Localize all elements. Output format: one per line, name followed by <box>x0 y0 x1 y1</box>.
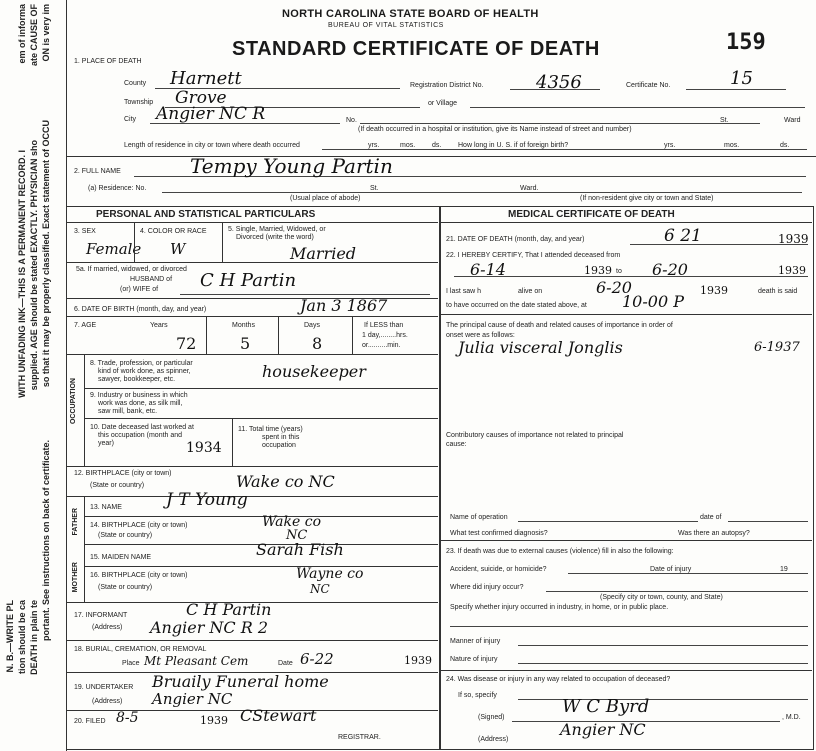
test-confirmed-label: What test confirmed diagnosis? <box>450 530 548 537</box>
occ10-label-3: year) <box>98 440 114 447</box>
no-label: No. <box>346 117 357 124</box>
med-op-rule <box>440 540 812 541</box>
burial-date-label: Date <box>278 660 293 667</box>
nature-injury-label: Nature of injury <box>450 656 498 663</box>
us-ds: ds. <box>780 142 790 149</box>
burial-place-value: Mt Pleasant Cem <box>144 654 249 668</box>
residence-label: (a) Residence: No. <box>88 185 147 192</box>
date-of-death-label: 21. DATE OF DEATH (month, day, and year) <box>446 236 585 243</box>
cert-no-rule <box>686 89 786 90</box>
us-yrs: yrs. <box>664 142 676 149</box>
registrar-label: REGISTRAR. <box>338 734 381 741</box>
husband-label-3: (or) WIFE of <box>120 286 159 293</box>
row3-rule <box>66 262 438 263</box>
occ11-label-3: occupation <box>262 442 296 449</box>
signed-label: (Signed) <box>478 714 505 721</box>
undertaker-value: Bruaily Funeral home <box>152 672 329 691</box>
sex-divider <box>134 222 135 262</box>
filed-year: 1939 <box>200 714 228 727</box>
board-name: NORTH CAROLINA STATE BOARD OF HEALTH <box>282 8 539 20</box>
township-label: Township <box>124 99 154 106</box>
where-note: (Specify city or town, county, and State) <box>600 594 723 601</box>
row8-rule <box>84 388 438 389</box>
section2-top-rule <box>66 156 816 157</box>
sex-label: 3. SEX <box>74 228 96 235</box>
undertaker-label: 19. UNDERTAKER <box>74 684 134 691</box>
margin-instruction-left2: supplied. AGE should be stated EXACTLY. PHYSICIAN sho <box>29 140 39 391</box>
last-saw-value: 6-20 <box>596 278 632 297</box>
county-value: Harnett <box>170 68 242 89</box>
age-years-label: Years <box>150 322 168 329</box>
principal-cause-label-2: onset were as follows: <box>446 332 515 339</box>
no-rule <box>360 123 760 124</box>
margin-instruction-left3: so that it may be properly classified. Exact statement of OCCU <box>41 120 51 388</box>
ward-label: Ward <box>784 117 801 124</box>
father-name-value: J T Young <box>166 490 248 510</box>
where-rule <box>546 591 808 592</box>
contributory-label-2: cause: <box>446 441 467 448</box>
informant-address-value: Angier NC R 2 <box>150 618 269 637</box>
autopsy-label: Was there an autopsy? <box>678 530 750 537</box>
specify-rule <box>450 626 808 627</box>
attended-from-year: 1939 <box>584 264 612 277</box>
st-label: St. <box>720 117 729 124</box>
physician-address-label: (Address) <box>478 736 509 743</box>
medical-heading-rule <box>440 222 812 223</box>
row7-rule <box>66 354 438 355</box>
residence-no-rule <box>162 192 802 193</box>
if-so-specify-label: If so, specify <box>458 692 497 699</box>
personal-heading: PERSONAL AND STATISTICAL PARTICULARS <box>96 209 316 220</box>
mother-name-value: Sarah Fish <box>256 540 344 559</box>
death-is-said-label: death is said <box>758 288 798 295</box>
occ8-label-2: kind of work done, as spinner, <box>98 368 191 375</box>
last-worked-value: 1934 <box>186 440 222 456</box>
age-years-value: 72 <box>176 334 197 353</box>
occupation-related-label: 24. Was disease or injury in any way related to occupation of deceased? <box>446 676 671 683</box>
filed-label: 20. FILED <box>74 718 106 725</box>
residence-st-label: St. <box>370 185 379 192</box>
place-of-death-label: 1. PLACE OF DEATH <box>74 58 142 65</box>
margin-instruction-3: DEATH in plain te <box>29 600 39 675</box>
filed-value: 8-5 <box>116 710 139 726</box>
township-value: Grove <box>175 88 227 108</box>
father-birthplace-state: (State or country) <box>98 532 153 539</box>
usual-place-note: (Usual place of abode) <box>290 195 361 202</box>
row6-rule <box>66 316 438 317</box>
us-residence-label: How long in U. S. if of foreign birth? <box>458 142 569 149</box>
occupation-side-rule <box>84 354 85 466</box>
village-rule <box>470 107 805 108</box>
birthplace-value: Wake co NC <box>236 472 335 491</box>
occ10-label-1: 10. Date deceased last worked at <box>90 424 194 431</box>
physician-signature: W C Byrd <box>562 696 650 717</box>
marital-label-2: Divorced (write the word) <box>236 234 314 241</box>
certificate-title: STANDARD CERTIFICATE OF DEATH <box>232 38 600 60</box>
contributory-label-1: Contributory causes of importance not related to principal <box>446 432 624 439</box>
occ9-label-1: 9. Industry or business in which <box>90 392 188 399</box>
city-value: Angier NC R <box>156 104 266 124</box>
margin-instruction-top1: em of informa <box>17 4 27 64</box>
marital-value: Married <box>290 244 357 263</box>
operation-date-rule <box>728 521 808 522</box>
margin-instruction-1: N. B.—WRITE PL <box>5 600 15 673</box>
registrar-signature: CStewart <box>240 706 317 725</box>
father-birthplace-label: 14. BIRTHPLACE (city or town) <box>90 522 188 529</box>
row9-rule <box>84 418 438 419</box>
burial-label: 18. BURIAL, CREMATION, OR REMOVAL <box>74 646 207 653</box>
occ10-divider <box>232 418 233 466</box>
burial-place-label: Place <box>122 660 140 667</box>
operation-date-label: date of <box>700 514 722 521</box>
d22-rule <box>454 276 808 277</box>
occ10-label-2: this occupation (month and <box>98 432 183 439</box>
mother-name-label: 15. MAIDEN NAME <box>90 554 152 561</box>
operation-rule <box>518 521 698 522</box>
husband-value: C H Partin <box>200 270 297 291</box>
mother-birthplace-state-value: NC <box>310 582 330 596</box>
nature-rule <box>518 663 808 664</box>
accident-rule <box>568 573 808 574</box>
occ9-label-3: saw mill, bank, etc. <box>98 408 158 415</box>
dob-value: Jan 3 1867 <box>300 296 388 315</box>
husband-label-2: HUSBAND of <box>130 276 173 283</box>
nonresident-note: (If non-resident give city or town and State) <box>580 195 714 202</box>
margin-instruction-top3: ON is very im <box>41 4 51 62</box>
father-name-label: 13. NAME <box>90 504 122 511</box>
occurred-at-label: to have occurred on the date stated above, at <box>446 302 587 309</box>
father-side-label: FATHER <box>72 508 79 536</box>
med-injury-rule <box>440 670 812 671</box>
row15-rule <box>84 566 438 567</box>
manner-rule <box>518 645 808 646</box>
attended-from-value: 6-14 <box>470 260 506 279</box>
occupation-side-label: OCCUPATION <box>70 378 77 425</box>
age-days-label: Days <box>304 322 320 329</box>
accident-label: Accident, suicide, or homicide? <box>450 566 547 573</box>
occ8-label-1: 8. Trade, profession, or particular <box>90 360 193 367</box>
age-divider-1 <box>206 316 207 354</box>
color-divider <box>222 222 223 262</box>
occurred-time-value: 10-00 P <box>622 292 684 311</box>
attended-to-label: to <box>616 268 622 275</box>
operation-label: Name of operation <box>450 514 508 521</box>
mother-birthplace-value: Wayne co <box>296 566 364 582</box>
med-row22-rule <box>440 314 812 315</box>
signed-rule <box>512 721 780 722</box>
occupation-bottom-rule <box>66 466 438 467</box>
occ11-label-1: 11. Total time (years) <box>238 426 303 433</box>
husband-rule <box>180 294 430 295</box>
last-saw-alive-label: alive on <box>518 288 543 295</box>
d21-rule <box>630 244 808 245</box>
injury-date-label: Date of injury <box>650 566 692 573</box>
age-months-label: Months <box>232 322 255 329</box>
age-divider-3 <box>352 316 353 354</box>
last-saw-year: 1939 <box>700 284 728 297</box>
registration-district-label: Registration District No. <box>410 82 484 89</box>
occ11-label-2: spent in this <box>262 434 300 441</box>
last-saw-label: I last saw h <box>446 288 482 295</box>
md-label: , M.D. <box>782 714 801 721</box>
father-birthplace-value: Wake co <box>262 514 322 530</box>
residence-ward-label: Ward. <box>520 185 539 192</box>
date-of-death-value: 6 21 <box>664 226 702 246</box>
personal-heading-rule <box>66 222 438 223</box>
attended-to-year: 1939 <box>778 264 806 277</box>
occ9-label-2: work was done, as silk mill, <box>98 400 183 407</box>
mother-birthplace-label: 16. BIRTHPLACE (city or town) <box>90 572 188 579</box>
mother-side-label: MOTHER <box>72 562 79 593</box>
occupation-value: housekeeper <box>262 362 366 381</box>
physician-address-value: Angier NC <box>560 720 646 739</box>
less-than-1: If LESS than <box>364 322 404 329</box>
residence-ds: ds. <box>432 142 442 149</box>
certificate-no-label: Certificate No. <box>626 82 671 89</box>
full-name-label: 2. FULL NAME <box>74 168 121 175</box>
length-of-residence-label: Length of residence in city or town where death occurred <box>124 142 300 149</box>
birthplace-label: 12. BIRTHPLACE (city or town) <box>74 470 172 477</box>
injury-year-label: 19 <box>780 566 788 573</box>
dob-label: 6. DATE OF BIRTH (month, day, and year) <box>74 306 207 313</box>
registration-district-value: 4356 <box>536 72 582 93</box>
informant-label: 17. INFORMANT <box>74 612 128 619</box>
margin-instruction-4: portant. See instructions on back of certificate. <box>41 440 51 642</box>
less-than-2: 1 day,........hrs. <box>362 332 408 339</box>
margin-instruction-top2: ate CAUSE OF <box>29 4 39 67</box>
manner-injury-label: Manner of injury <box>450 638 501 645</box>
husband-label-1: 5a. If married, widowed, or divorced <box>76 266 187 273</box>
row12-rule <box>66 496 438 497</box>
sex-value: Female <box>86 240 142 258</box>
residence-yrs: yrs. <box>368 142 380 149</box>
bureau-name: BUREAU OF VITAL STATISTICS <box>328 22 444 29</box>
city-label: City <box>124 116 137 123</box>
certificate-no-value: 15 <box>730 68 753 89</box>
medical-heading: MEDICAL CERTIFICATE OF DEATH <box>508 209 675 220</box>
color-label: 4. COLOR OR RACE <box>140 228 207 235</box>
age-days-value: 8 <box>312 334 323 353</box>
color-value: W <box>170 240 186 258</box>
less-than-3: or..........min. <box>362 342 401 349</box>
residence-mos: mos. <box>400 142 416 149</box>
principal-cause-label-1: The principal cause of death and related causes of importance in order of <box>446 322 673 329</box>
burial-year-value: 1939 <box>404 654 432 667</box>
undertaker-address-label: (Address) <box>92 698 123 705</box>
birthplace-state-label: (State or country) <box>90 482 145 489</box>
village-label: or Village <box>428 100 458 107</box>
informant-address-label: (Address) <box>92 624 123 631</box>
external-causes-label: 23. If death was due to external causes (violence) fill in also the following: <box>446 548 674 555</box>
occ8-label-3: sawyer, bookkeeper, etc. <box>98 376 176 383</box>
attended-to-value: 6-20 <box>652 260 688 279</box>
hospital-note: (If death occurred in a hospital or institution, give its Name instead of street and number) <box>358 126 632 133</box>
row13-rule <box>84 516 438 517</box>
where-injury-label: Where did injury occur? <box>450 584 524 591</box>
principal-cause-value: Julia visceral Jonglis <box>458 338 623 357</box>
date-of-death-year: 1939 <box>778 232 809 246</box>
undertaker-address-value: Angier NC <box>152 690 233 708</box>
margin-instruction-2: tion should be ca <box>17 600 27 675</box>
certificate-stamp-number: 159 <box>726 30 766 55</box>
principal-cause-date: 6-1937 <box>754 340 800 355</box>
mother-birthplace-state: (State or country) <box>98 584 153 591</box>
father-birthplace-state-value: NC <box>286 528 308 543</box>
full-name-value: Tempy Young Partin <box>190 154 393 178</box>
marital-label-1: 5. Single, Married, Widowed, or <box>228 226 326 233</box>
county-label: County <box>124 80 147 87</box>
parents-side-rule <box>84 496 85 602</box>
informant-value: C H Partin <box>186 600 272 619</box>
burial-date-value: 6-22 <box>300 650 334 668</box>
us-mos: mos. <box>724 142 740 149</box>
age-label: 7. AGE <box>74 322 97 329</box>
margin-instruction-left1: WITH UNFADING INK—THIS IS A PERMANENT RECORD. I <box>17 150 27 398</box>
age-divider-2 <box>278 316 279 354</box>
attended-label: 22. I HEREBY CERTIFY, That I attended deceased from <box>446 252 621 259</box>
age-months-value: 5 <box>240 334 251 353</box>
row17-rule <box>66 640 438 641</box>
specify-injury-label: Specify whether injury occurred in industry, in home, or in public place. <box>450 604 669 611</box>
residence-rule <box>322 149 807 150</box>
